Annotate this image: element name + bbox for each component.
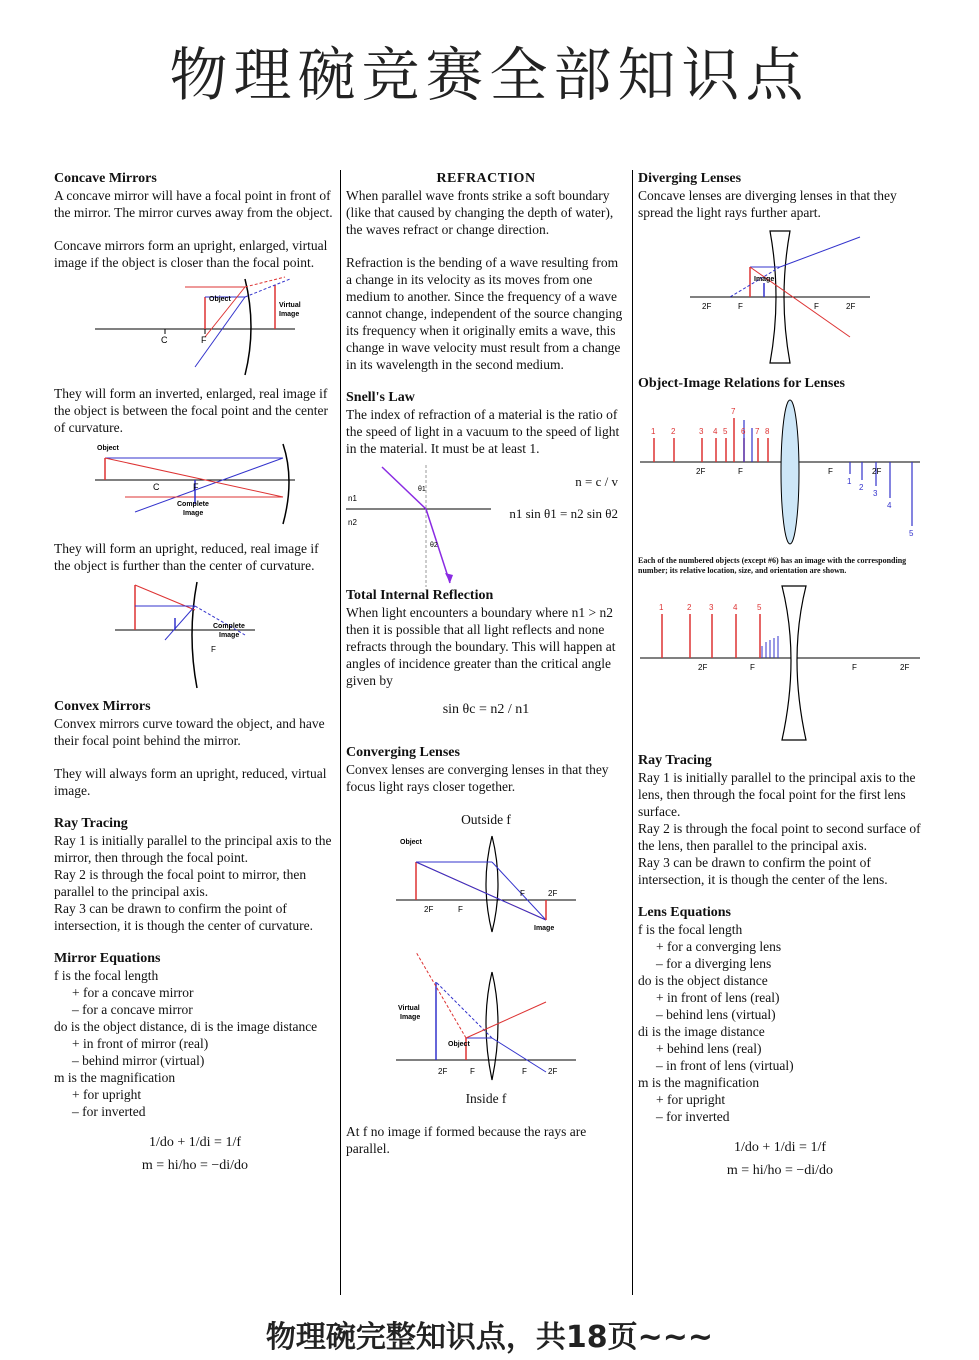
snell-refraction-diagram: [346, 461, 496, 591]
equation-line: m is the magnification: [54, 1070, 176, 1085]
svg-text:4: 4: [733, 603, 738, 612]
svg-text:3: 3: [709, 603, 714, 612]
figB-object-label: Object: [448, 1041, 470, 1048]
equation-line: + behind lens (real): [656, 1041, 762, 1056]
snell-theta1-label: θ1: [418, 486, 426, 493]
snell-n2-label: n2: [348, 518, 357, 527]
snell-law-equation: n1 sin θ1 = n2 sin θ2: [509, 506, 618, 521]
equation-line: – for a diverging lens: [656, 956, 772, 971]
lens-ray-1: Ray 1 is initially parallel to the principal axis to the lens, then through the focal point for the first lens surface.: [638, 770, 916, 819]
lens-ray-3: Ray 3 can be drawn to confirm the point of intersection, it is though the center of the lens.: [638, 855, 888, 887]
convex-mirrors-heading: Convex Mirrors: [54, 699, 151, 714]
fig3-complete-label: Complete: [213, 623, 245, 630]
equation-line: f is the focal length: [54, 968, 159, 983]
concave-reduced-image-diagram: [115, 580, 275, 690]
oifig-f-left: F: [738, 467, 743, 476]
mirror-ray-2: Ray 2 is through the focal point to mirror, then parallel to the principal axis.: [54, 867, 307, 899]
figB-virtual-label: Virtual: [398, 1005, 420, 1012]
equation-line: do is the object distance, di is the image distance: [54, 1019, 318, 1034]
equation-line: – for inverted: [72, 1104, 146, 1119]
equation-line: – behind mirror (virtual): [72, 1053, 205, 1068]
object-image-heading: Object-Image Relations for Lenses: [638, 376, 845, 391]
fig3-image-label: Image: [219, 632, 240, 639]
equation-line: – for inverted: [656, 1109, 730, 1124]
fig2-c-label: C: [153, 482, 160, 492]
fig2-image-label: Image: [183, 510, 204, 517]
equation-line: + for a concave mirror: [72, 985, 194, 1000]
equation-line: – in front of lens (virtual): [656, 1058, 794, 1073]
fig1-virtual-label: Virtual: [279, 302, 301, 309]
fig2-complete-label: Complete: [177, 501, 209, 508]
concave-virtual-text: Concave mirrors form an upright, enlarged, virtual image if the object is closer than the focal point.: [54, 238, 328, 270]
figB-2f-left: 2F: [438, 1067, 448, 1076]
equation-line: m is the magnification: [638, 1075, 760, 1090]
fig2-f-label: F: [193, 482, 199, 492]
lens-equations-heading: Lens Equations: [638, 905, 731, 920]
oifig2-2f-left: 2F: [698, 663, 708, 672]
fig1-image-label: Image: [279, 311, 300, 318]
svg-text:1: 1: [659, 603, 664, 612]
figA-f-right: F: [520, 889, 525, 898]
at-f-text: At f no image if formed because the rays are parallel.: [346, 1124, 587, 1156]
equation-line: + in front of lens (real): [656, 990, 780, 1005]
oifig-f-right: F: [828, 467, 833, 476]
fig1-object-label: Object: [209, 296, 231, 303]
concave-real-image-diagram: [95, 442, 295, 532]
object-image-caption: Each of the numbered objects (except #6) has an image with the corresponding number; its relative location, size, and orientation are shown.: [638, 556, 907, 575]
svg-text:7: 7: [731, 407, 736, 416]
svg-text:3: 3: [699, 427, 704, 436]
convex-mirrors-intro: Convex mirrors curve toward the object, and have their focal point behind the mirror.: [54, 716, 325, 748]
divfig-image-label: Image: [754, 276, 775, 283]
snell-theta2-label: θ2: [430, 542, 438, 549]
svg-text:3: 3: [873, 489, 878, 498]
figA-2f-left: 2F: [424, 905, 434, 914]
divfig-2f-right: 2F: [846, 302, 856, 311]
mirror-equations-list: [54, 967, 336, 1120]
figA-object-label: Object: [400, 839, 422, 846]
svg-text:4: 4: [887, 501, 892, 510]
equation-line: do is the object distance: [638, 973, 768, 988]
convex-mirrors-image: They will always form an upright, reduced, virtual image.: [54, 766, 327, 798]
oifig-2f-left: 2F: [696, 467, 706, 476]
svg-text:6: 6: [741, 427, 746, 436]
concave-mirrors-intro: A concave mirror will have a focal point in front of the mirror. The mirror curves away from the object.: [54, 188, 333, 220]
lens-ray-tracing-heading: Ray Tracing: [638, 753, 712, 768]
oifig2-f-left: F: [750, 663, 755, 672]
fig1-f-label: F: [201, 335, 207, 345]
figB-f-right: F: [522, 1067, 527, 1076]
svg-text:8: 8: [765, 427, 770, 436]
mirror-formula-thin: 1/do + 1/di = 1/f: [148, 1135, 241, 1150]
converging-lenses-text: Convex lenses are converging lenses in that they focus light rays closer together.: [346, 762, 609, 794]
page-footer: 物理碗完整知识点，共18页~~~: [265, 1320, 714, 1355]
lens-ray-2: Ray 2 is through the focal point to second surface of the lens, then parallel to the principal axis.: [638, 821, 921, 853]
equation-line: – for a concave mirror: [72, 1002, 193, 1017]
equation-line: + for upright: [656, 1092, 726, 1107]
svg-text:1: 1: [651, 427, 656, 436]
mirror-equations-heading: Mirror Equations: [54, 951, 161, 966]
figB-image-label: Image: [400, 1014, 421, 1021]
lens-formula-thin: 1/do + 1/di = 1/f: [733, 1140, 826, 1155]
figA-2f-right: 2F: [548, 889, 558, 898]
svg-text:5: 5: [723, 427, 728, 436]
fig3-f-label: F: [211, 645, 216, 654]
svg-text:2: 2: [859, 483, 864, 492]
svg-text:5: 5: [757, 603, 762, 612]
page-title: 物理碗竞赛全部知识点: [169, 41, 810, 109]
converging-inside-f-diagram: [396, 942, 576, 1082]
lens-formula-magnification: m = hi/ho = −di/do: [726, 1163, 834, 1178]
mirror-formula-magnification: m = hi/ho = −di/do: [141, 1158, 249, 1173]
mirror-ray-1: Ray 1 is initially parallel to the principal axis to the mirror, then through the focal point.: [54, 833, 332, 865]
concave-virtual-image-diagram: [95, 277, 301, 377]
mirror-ray-tracing-heading: Ray Tracing: [54, 816, 128, 831]
tir-text: When light encounters a boundary where n1 > n2 then it is possible that all light reflects and none refracts through the boundary. This will happen at angles of incidence greater than the critical angle given by: [346, 605, 616, 688]
equation-line: – behind lens (virtual): [656, 1007, 776, 1022]
converging-outside-f-diagram: [396, 834, 576, 934]
oifig2-f-right: F: [852, 663, 857, 672]
svg-text:4: 4: [713, 427, 718, 436]
column-divider-left: [340, 170, 341, 1295]
figA-f-left: F: [458, 905, 463, 914]
snell-n1-label: n1: [348, 494, 357, 503]
snell-index-equation: n = c / v: [575, 474, 618, 489]
tir-heading: Total Internal Reflection: [346, 588, 494, 603]
svg-text:7: 7: [755, 427, 760, 436]
oifig2-2f-right: 2F: [900, 663, 910, 672]
figB-2f-right: 2F: [548, 1067, 558, 1076]
inside-f-label: Inside f: [465, 1091, 507, 1106]
snells-law-text: The index of refraction of a material is the ratio of the speed of light in a vacuum to the speed of light in the material. It must be at least 1.: [346, 407, 620, 456]
equation-line: f is the focal length: [638, 922, 743, 937]
fig2-object-label: Object: [97, 445, 119, 452]
object-image-converging-diagram: [640, 398, 920, 548]
svg-text:5: 5: [909, 529, 914, 538]
divfig-f-left: F: [738, 302, 743, 311]
refraction-intro: When parallel wave fronts strike a soft boundary (like that caused by changing the depth of water), the waves refract or change direction.: [346, 188, 614, 237]
refraction-definition: Refraction is the bending of a wave resulting from a change in its velocity as its moves from one medium to another. Since the frequency of a wave cannot change, independent of the source changing its frequency when it originally emits a wave, this change in wave velocity must result from a change in its wavelength in the second medium.: [346, 255, 623, 372]
concave-inverted-text: They will form an inverted, enlarged, real image if the object is between the focal point and the center of curvature.: [54, 386, 329, 435]
diverging-lenses-heading: Diverging Lenses: [638, 171, 742, 186]
equation-line: + in front of mirror (real): [72, 1036, 209, 1051]
svg-text:2: 2: [687, 603, 692, 612]
svg-text:2: 2: [671, 427, 676, 436]
figA-image-label: Image: [534, 925, 555, 932]
svg-text:1: 1: [847, 477, 852, 486]
equation-line: di is the image distance: [638, 1024, 765, 1039]
diverging-lenses-text: Concave lenses are diverging lenses in that they spread the light rays further apart.: [638, 188, 897, 220]
figB-f-left: F: [470, 1067, 475, 1076]
outside-f-label: Outside f: [461, 812, 511, 827]
concave-mirrors-heading: Concave Mirrors: [54, 171, 157, 186]
fig1-c-label: C: [161, 335, 168, 345]
diverging-lens-diagram: [690, 227, 870, 367]
snells-law-figure: [346, 457, 626, 587]
divfig-2f-left: 2F: [702, 302, 712, 311]
column-refraction: [346, 170, 626, 1173]
divfig-f-right: F: [814, 302, 819, 311]
column-divider-right: [632, 170, 633, 1295]
oifig-2f-right: 2F: [872, 467, 882, 476]
snells-law-heading: Snell's Law: [346, 390, 415, 405]
refraction-heading: REFRACTION: [436, 171, 536, 186]
object-image-diverging-diagram: [640, 584, 920, 744]
column-mirrors: [54, 170, 336, 1180]
column-lenses: [638, 170, 922, 1185]
tir-critical-angle-equation: sin θc = n2 / n1: [442, 702, 530, 717]
lens-equations-list: [638, 921, 922, 1125]
equation-line: + for upright: [72, 1087, 142, 1102]
equation-line: + for a converging lens: [656, 939, 782, 954]
converging-lenses-heading: Converging Lenses: [346, 745, 460, 760]
mirror-ray-3: Ray 3 can be drawn to confirm the point of intersection, it is though the center of curvature.: [54, 901, 314, 933]
concave-reduced-text: They will form an upright, reduced, real image if the object is further than the center of curvature.: [54, 541, 319, 573]
